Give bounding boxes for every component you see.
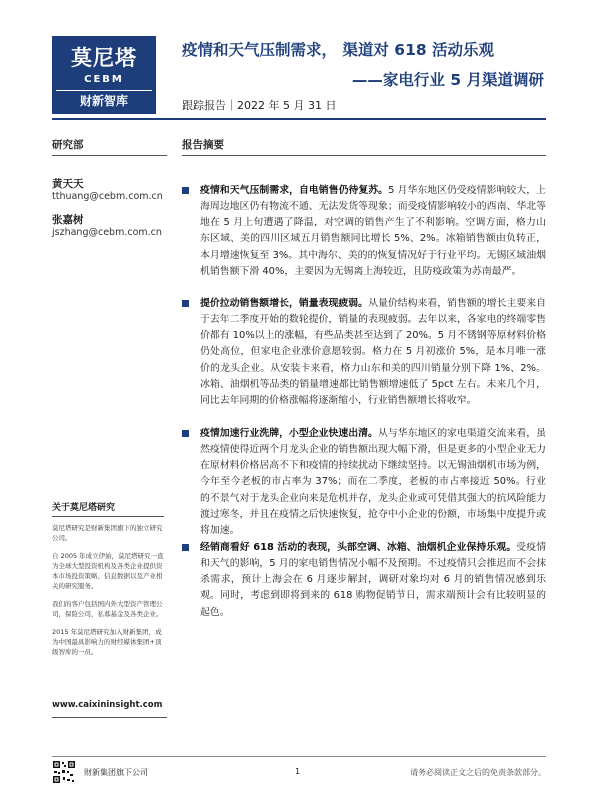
bullet-lead: 疫情和天气压制需求，自电销售仍待复苏。 [200,185,389,196]
bullet-body: 5 月华东地区仍受疫情影响较大，上海周边地区仍有物流不通、无法发货等现象；而受疫情影响较小的西南、华北等地在 5 月上旬遭遇了降温，对空调的销售产生了不利影响。空调方面，格力山东区域、美的四川区域五月销售额同比增长 5%、2%。冰箱销售额由负转正，本月增速恢复至 3%。其中海尔、美的的恢复情况好于行业平均。无锡区域油烟机销售额下滑 40%，主要因为无锡离上海较近，且防疫政策为苏南最严。 [200,185,546,277]
summary-bullet [182,540,546,621]
about-section [52,500,164,665]
footer-company: 财新集团旗下公司 [84,768,148,777]
analyst-email[interactable]: tthuang@cebm.com.cn [52,191,163,202]
summary-bullet [182,183,546,280]
about-title: 关于莫尼塔研究 [52,500,164,517]
footer-divider [52,756,546,757]
logo-en-text: CEBM [84,74,124,85]
about-paragraph: 2015 年莫尼塔研究加入财新集团，成为中国最具影响力的财经媒体集团+顶级智库的一员。 [52,628,162,656]
report-subtitle: ——家电行业 5 月渠道调研 [351,71,544,89]
analyst-email[interactable]: jszhang@cebm.com.cn [52,227,162,238]
header-divider [52,118,546,120]
analyst-name: 黄天天 [52,178,84,190]
report-meta: 跟踪报告｜2022 年 5 月 31 日 [182,99,337,112]
bullet-body: 从量价结构来看，销售额的增长主要来自于去年二季度开始的数轮提价，销量的表现疲弱。去年以来，各家电的终端零售价都有 10%以上的涨幅，有些品类甚至达到了 20%。5 月不锈钢等原材料价格仍处高位，但家电企业涨价意愿较弱。格力在 5 月初涨价 5%，是本月唯一涨价的龙头企业。从安装卡来看，格力山东和美的四川销量分别下降 1%、2%。冰箱、油烟机等品类的销量增速都比销售额增速低了 5pct 左右。未来几个月，同比去年同期的价格涨幅将逐渐缩小，行业销售额增长将收窄。 [200,298,546,406]
bullet-lead: 提价拉动销售额增长，销量表现疲弱。 [200,298,369,309]
page-number: 1 [295,767,301,776]
logo-sub-text: 财新智库 [56,90,152,110]
bullet-square-icon [182,544,189,551]
qr-code-icon [52,760,76,784]
summary-divider [182,155,546,156]
website-link[interactable]: www.caixininsight.com [52,700,163,710]
bullet-square-icon [182,300,189,307]
summary-bullet [182,426,546,539]
sidebar-section-label: 研究部 [52,139,84,151]
bullet-lead: 疫情加速行业洗牌，小型企业快速出清。 [200,428,378,439]
bullet-square-icon [182,187,189,194]
sidebar-bottom-divider [52,717,167,718]
bullet-lead: 经销商看好 618 活动的表现，头部空调、冰箱、油烟机企业保持乐观。 [200,542,517,553]
logo-cn-text: 莫尼塔 [71,46,137,70]
summary-bullet [182,296,546,409]
footer-disclaimer: 请务必阅读正文之后的免责条款部分。 [410,768,546,777]
bullet-body: 受疫情和天气的影响，5 月的家电销售情况小幅不及预期。不过疫情只会推迟而不会抹杀需求，预计上海会在 6 月逐步解封，调研对象均对 6 月的销售情况感到乐观。同时，考虑到即将到来的 618 购物促销节日，需求端预计会有比较明显的起色。 [200,542,546,618]
bullet-square-icon [182,430,189,437]
about-paragraph: 莫尼塔研究是财新集团旗下的独立研究公司。 [52,524,163,542]
about-paragraph: 我们的客户包括国内外大型资产管理公司，保险公司，私募基金及各类企业。 [52,600,163,618]
cebm-logo [52,36,156,114]
bullet-body: 从与华东地区的家电渠道交流来看，虽然疫情使得近两个月龙头企业的销售额出现大幅下滑，但是更多的小型企业无力在原材料价格居高不下和疫情的持续扰动下继续坚持。以无锡油烟机市场为例，今年至今老板的市占率为 37%；而在二季度，老板的市占率接近 50%。行业的不景气对于龙头企业向来是危机并存，龙头企业或可凭借其强大的抗风险能力渡过寒冬，并且在疫情之后快速恢复，抢夺中小企业的份额，市场集中度提升或将加速。 [200,428,546,536]
report-title: 疫情和天气压制需求， 渠道对 618 活动乐观 [182,41,495,59]
summary-section-label: 报告摘要 [182,139,224,151]
about-paragraph: 自 2005 年成立伊始，莫尼塔研究一直为全球大型投资机构及各类企业提供资本市场投资策略、信息数据以及产业相关的研究服务。 [52,552,164,590]
analyst-name: 张嘉树 [52,214,84,226]
sidebar-divider [52,155,167,156]
